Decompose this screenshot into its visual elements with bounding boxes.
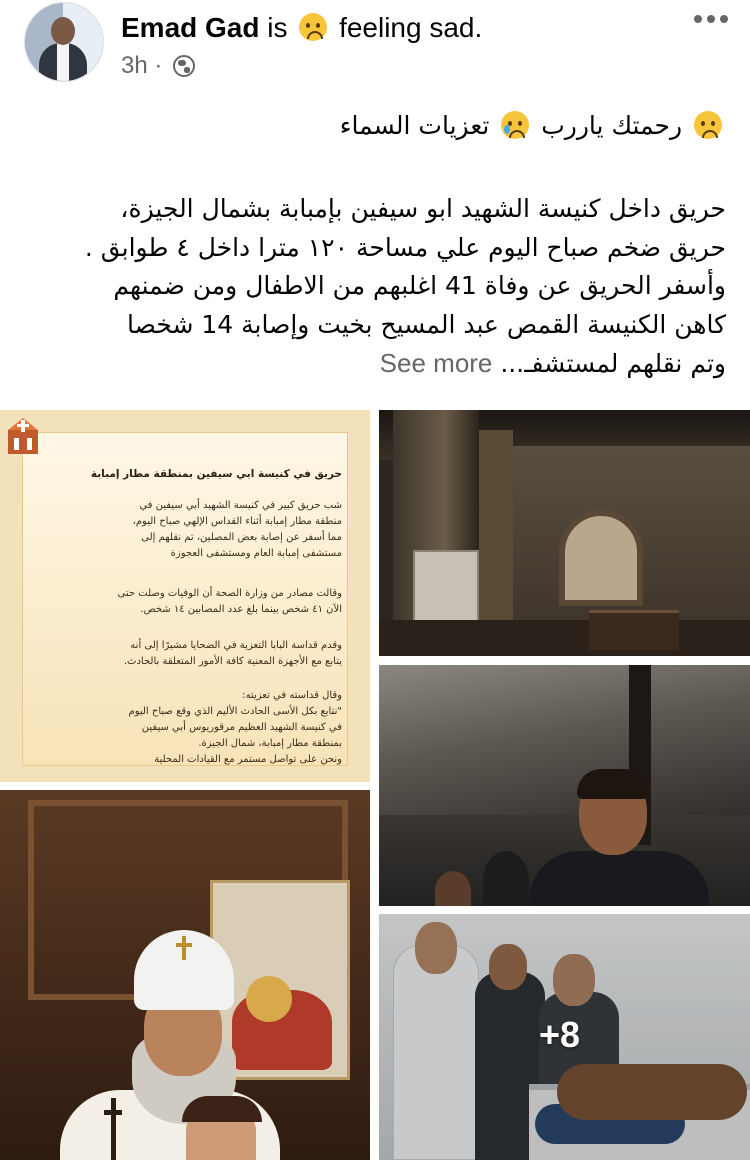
statement-line: بمنطقة مطار إمبابة، شمال الجيزة. — [198, 738, 342, 749]
sad-face-icon — [694, 111, 722, 139]
is-text: is — [267, 12, 288, 43]
see-more-link[interactable]: See more — [379, 348, 493, 378]
statement-line: وقالت مصادر من وزارة الصحة أن الوفيات وصلت حتى — [117, 588, 342, 599]
meta-separator: · — [154, 52, 163, 79]
photo-statement-card[interactable] — [0, 410, 370, 782]
statement-line: مما أسفر عن إصابة بعض المصلين، تم نقلهم إلى — [141, 532, 342, 543]
statement-line: في كنيسة الشهيد العظيم مرقوريوس أبي سيفين — [141, 722, 342, 733]
sad-face-icon — [299, 13, 327, 41]
post-header — [0, 0, 750, 96]
statement-line: مستشفى إمبابة العام ومستشفى العجوزة — [170, 548, 342, 559]
statement-line: "نتابع بكل الأسى الحادث الأليم الذي وقع صباح اليوم — [128, 706, 342, 717]
statement-line: وقدم قداسة البابا التعزية في الضحايا مشيرًا إلى أنه — [130, 640, 342, 651]
post-body-line: حريق ضخم صباح اليوم علي مساحة ١٢٠ مترا داخل ٤ طوابق . — [84, 232, 726, 262]
last-line-text: وتم نقلهم لمستشفـ — [524, 349, 726, 378]
cross-icon — [174, 936, 194, 960]
photo-church-interior[interactable] — [379, 410, 750, 656]
ellipsis: ... — [500, 349, 525, 378]
statement-line: شب حريق كبير في كنيسة الشهيد أبي سيفين في — [139, 500, 342, 511]
statement-line: وقال قداسته في تعزيته: — [242, 690, 342, 701]
post-meta — [121, 50, 195, 82]
statement-line: يتابع مع الأجهزة المعنية كافة الأمور المتعلقة بالحادث. — [123, 656, 342, 667]
photo-hospital[interactable] — [379, 914, 750, 1160]
statement-line: ونحن على تواصل مستمر مع القيادات المحلية — [154, 754, 342, 765]
author-name[interactable]: Emad Gad — [121, 12, 260, 43]
photo-priest[interactable] — [0, 790, 370, 1160]
more-photos-count[interactable]: +8 — [539, 1014, 581, 1055]
statement-line: منطقة مطار إمبابة أثناء القداس الإلهي صباح اليوم، — [132, 516, 342, 527]
photo-burned-ceiling[interactable] — [379, 665, 750, 906]
post-body-last-line — [24, 344, 726, 384]
statement-line: الآن ٤١ شخص بينما بلغ عدد المصابين ١٤ شخص. — [140, 604, 342, 615]
feeling-text[interactable]: feeling sad. — [339, 12, 483, 43]
more-options-icon[interactable] — [694, 14, 728, 24]
post-body-line: كاهن الكنيسة القمص عبد المسيح بخيت وإصابة 14 شخصا — [127, 309, 726, 339]
hand-cross-icon — [102, 1098, 124, 1160]
post-body-line: حريق داخل كنيسة الشهيد ابو سيفين بإمبابة بشمال الجيزة، — [120, 194, 726, 223]
crying-face-icon — [501, 111, 529, 139]
post-body-line: وأسفر الحريق عن وفاة 41 اغلبهم من الاطفال ومن ضمنهم — [113, 271, 726, 300]
line1-suffix: تعزيات السماء — [339, 111, 490, 140]
author-avatar[interactable] — [24, 2, 104, 82]
statement-title: حريق في كنيسة ابي سيفين بمنطقة مطار إمبابة — [90, 468, 342, 480]
post-text — [24, 104, 726, 384]
post-line-1 — [24, 104, 726, 148]
line1-prefix: رحمتك ياررب — [541, 111, 683, 140]
timestamp[interactable]: 3h — [121, 52, 148, 79]
church-logo-icon — [6, 416, 40, 456]
globe-icon[interactable] — [173, 55, 195, 77]
author-line — [121, 8, 482, 48]
